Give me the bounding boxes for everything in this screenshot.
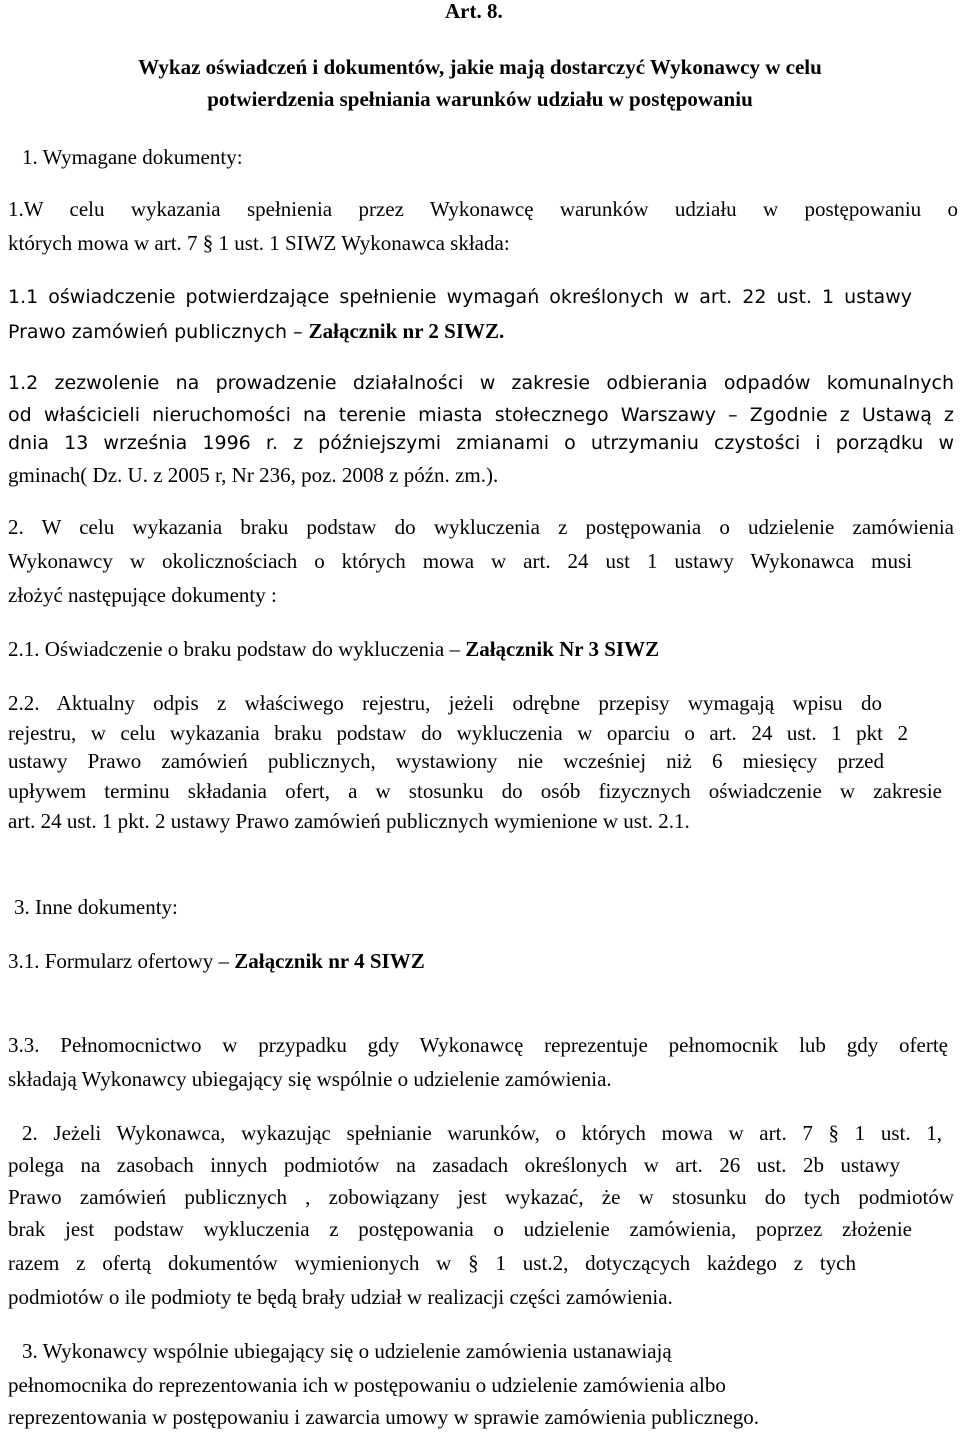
item-3-1-text: 3.1. Formularz ofertowy – bbox=[8, 949, 235, 973]
section-2-line-1: 2. W celu wykazania braku podstaw do wykluczenia z postępowania o udzielenie zamówienia bbox=[8, 515, 954, 539]
section-1-heading: 1. Wymagane dokumenty: bbox=[22, 145, 243, 169]
item-1-1-line-1: 1.1 oświadczenie potwierdzające spełnienie wymagań określonych w art. 22 ust. 1 ustawy bbox=[8, 286, 912, 308]
section-2-line-3: złożyć następujące dokumenty : bbox=[8, 583, 277, 607]
section-1-line-2: których mowa w art. 7 § 1 ust. 1 SIWZ Wykonawca składa: bbox=[8, 231, 510, 255]
item-2-1 bbox=[8, 636, 958, 662]
paragraph-2-line-3: Prawo zamówień publicznych , zobowiązany jest wykazać, że w stosunku do tych podmiotów bbox=[8, 1185, 954, 1209]
item-1-1-text: Prawo zamówień publicznych – bbox=[8, 321, 309, 343]
item-2-1-text: 2.1. Oświadczenie o braku podstaw do wykluczenia – bbox=[8, 637, 466, 661]
item-1-2-line-3: dnia 13 września 1996 r. z późniejszymi zmianami o utrzymaniu czystości i porządku w bbox=[8, 432, 954, 454]
attachment-2-reference: Załącznik nr 2 SIWZ. bbox=[308, 319, 505, 343]
document-title-line-1: Wykaz oświadczeń i dokumentów, jakie mają dostarczyć Wykonawcy w celu bbox=[138, 55, 822, 79]
paragraph-2-line-6: podmiotów o ile podmioty te będą brały udział w realizacji części zamówienia. bbox=[8, 1285, 673, 1309]
attachment-4-reference: Załącznik nr 4 SIWZ bbox=[234, 949, 425, 973]
item-2-2-line-3: ustawy Prawo zamówień publicznych, wystawiony nie wcześniej niż 6 miesięcy przed bbox=[8, 749, 884, 773]
item-2-2-line-1: 2.2. Aktualny odpis z właściwego rejestru, jeżeli odrębne przepisy wymagają wpisu do bbox=[8, 691, 882, 715]
attachment-3-reference: Załącznik Nr 3 SIWZ bbox=[465, 637, 660, 661]
paragraph-3-line-1: 3. Wykonawcy wspólnie ubiegający się o udzielenie zamówienia ustanawiają bbox=[22, 1339, 672, 1363]
paragraph-2-line-5: razem z ofertą dokumentów wymienionych w § 1 ust.2, dotyczących każdego z tych bbox=[8, 1251, 856, 1275]
item-2-2-line-5: art. 24 ust. 1 pkt. 2 ustawy Prawo zamówień publicznych wymienione w ust. 2.1. bbox=[8, 809, 690, 833]
item-3-3-line-2: składają Wykonawcy ubiegający się wspólnie o udzielenie zamówienia. bbox=[8, 1067, 612, 1091]
item-1-2-line-1: 1.2 zezwolenie na prowadzenie działalności w zakresie odbierania odpadów komunalnych bbox=[8, 372, 954, 394]
paragraph-2-line-4: brak jest podstaw wykluczenia z postępowania o udzielenie zamówienia, poprzez złożenie bbox=[8, 1217, 912, 1241]
item-2-2-line-4: upływem terminu składania ofert, a w stosunku do osób fizycznych oświadczenie w zakresie bbox=[8, 779, 942, 803]
item-3-1 bbox=[8, 948, 958, 974]
paragraph-2-line-2: polega na zasobach innych podmiotów na zasadach określonych w art. 26 ust. 2b ustawy bbox=[8, 1153, 900, 1177]
item-1-2-line-4: gminach( Dz. U. z 2005 r, Nr 236, poz. 2008 z późn. zm.). bbox=[8, 463, 499, 487]
article-number: Art. 8. bbox=[445, 0, 503, 23]
section-1-line-1: 1.W celu wykazania spełnienia przez Wykonawcę warunków udziału w postępowaniu o bbox=[8, 197, 958, 221]
document-title-line-2: potwierdzenia spełniania warunków udziału w postępowaniu bbox=[207, 87, 753, 111]
item-3-3-line-1: 3.3. Pełnomocnictwo w przypadku gdy Wykonawcę reprezentuje pełnomocnik lub gdy ofertę bbox=[8, 1033, 948, 1057]
item-2-2-line-2: rejestru, w celu wykazania braku podstaw do wykluczenia w oparciu o art. 24 ust. 1 pkt 2 bbox=[8, 721, 908, 745]
section-2-line-2: Wykonawcy w okolicznościach o których mowa w art. 24 ust 1 ustawy Wykonawca musi bbox=[8, 549, 912, 573]
section-3-heading: 3. Inne dokumenty: bbox=[14, 895, 178, 919]
item-1-2-line-2: od właścicieli nieruchomości na terenie miasta stołecznego Warszawy – Zgodnie z Ustawą z bbox=[8, 404, 954, 426]
paragraph-2-line-1: 2. Jeżeli Wykonawca, wykazując spełnianie warunków, o których mowa w art. 7 § 1 ust. 1, bbox=[22, 1121, 942, 1145]
paragraph-3-line-2: pełnomocnika do reprezentowania ich w postępowaniu o udzielenie zamówienia albo bbox=[8, 1373, 726, 1397]
paragraph-3-line-3: reprezentowania w postępowaniu i zawarcia umowy w sprawie zamówienia publicznego. bbox=[8, 1405, 760, 1429]
item-1-1-line-2 bbox=[8, 318, 958, 345]
